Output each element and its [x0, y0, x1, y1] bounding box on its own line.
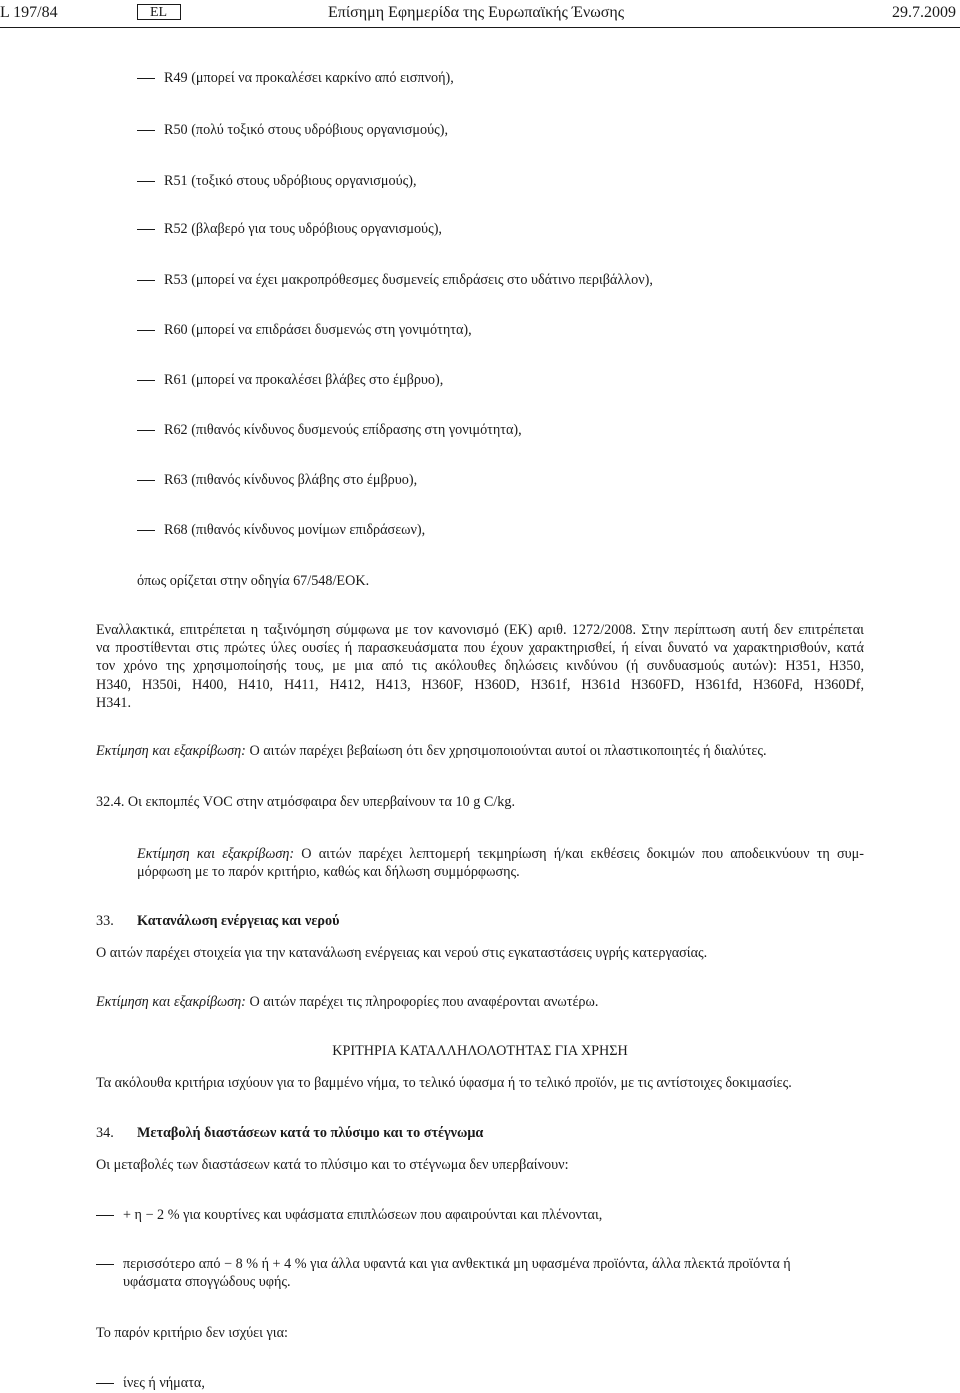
list-item: + η − 2 % για κουρτίνες και υφάσματα επιπλώσεων που αφαιρούνται και πλένονται, — [96, 1206, 602, 1224]
list-item: R62 (πιθανός κίνδυνος δυσμενούς επίδρασης στη γονιμότητα), — [137, 421, 522, 439]
page-ref: L 197/84 — [0, 4, 58, 21]
section-33-title: Κατανάλωση ενέργειας και νερού — [137, 913, 340, 929]
alt-line-3: τον χρόνο της χρησιμοποίησής τους, με μια από τις ακόλουθες δηλώσεις κινδύνου (ή συνδυασμούς αυτών): H351, H350, — [96, 658, 864, 674]
list-item: R63 (πιθανός κίνδυνος βλάβης στο έμβρυο), — [137, 471, 417, 489]
section-34-title: Μεταβολή διαστάσεων κατά το πλύσιμο και το στέγνωμα — [137, 1125, 484, 1141]
section-34-num: 34. — [96, 1125, 114, 1141]
alt-line-5: H341. — [96, 695, 132, 711]
list-item: R68 (πιθανός κίνδυνος μονίμων επιδράσεων), — [137, 521, 425, 539]
list-item: R52 (βλαβερό για τους υδρόβιους οργανισμούς), — [137, 220, 442, 238]
list-item-continuation: υφάσματα σπογγώδους υφής. — [123, 1274, 291, 1290]
header-rule — [0, 27, 960, 28]
issue-date: 29.7.2009 — [892, 4, 956, 21]
list-item: R61 (μπορεί να προκαλέσει βλάβες στο έμβρυο), — [137, 371, 443, 389]
assessment-label: Εκτίμηση και εξακρίβωση: — [137, 846, 295, 862]
list-item: ίνες ή νήματα, — [96, 1374, 205, 1392]
journal-title: Επίσημη Εφημερίδα της Ευρωπαϊκής Ένωσης — [328, 4, 625, 21]
directive-note: όπως ορίζεται στην οδηγία 67/548/ΕΟΚ. — [137, 573, 370, 589]
fitness-heading: ΚΡΙΤΗΡΙΑ ΚΑΤΑΛΛΗΛΟΛΟΤΗΤΑΣ ΓΙΑ ΧΡΗΣΗ — [332, 1043, 628, 1059]
page-header — [0, 4, 960, 28]
list-item: περισσότερο από − 8 % ή + 4 % για άλλα υφαντά και για ανθεκτικά μη υφασμένα προϊόντα, άλλα πλεκτά προϊόντα ή — [96, 1255, 791, 1273]
fitness-intro: Τα ακόλουθα κριτήρια ισχύουν για το βαμμένο νήμα, το τελικό ύφασμα ή το τελικό προϊόν, με τις αντίστοιχες δοκιμασίες. — [96, 1075, 792, 1091]
item-32-4: 32.4. Οι εκπομπές VOC στην ατμόσφαιρα δεν υπερβαίνουν τα 10 g C/kg. — [96, 794, 515, 810]
not-apply-note: Το παρόν κριτήριο δεν ισχύει για: — [96, 1325, 288, 1341]
list-item: R51 (τοξικό στους υδρόβιους οργανισμούς), — [137, 172, 417, 190]
section-33-text: Ο αιτών παρέχει στοιχεία για την κατανάλωση ενέργειας και νερού στις εγκαταστάσεις υγρής κατεργασίας. — [96, 945, 708, 961]
assessment-label: Εκτίμηση και εξακρίβωση: — [96, 994, 246, 1010]
list-item: R49 (μπορεί να προκαλέσει καρκίνο από εισπνοή), — [137, 69, 454, 87]
assessment-2-line-1: Εκτίμηση και εξακρίβωση: Ο αιτών παρέχει λεπτομερή τεκμηρίωση ή/και εκθέσεις δοκιμών που αποδεικνύουν τη συμ- — [137, 846, 865, 862]
alt-line-1: Εναλλακτικά, επιτρέπεται η ταξινόμηση σύμφωνα με τον κανονισμό (ΕΚ) αριθ. 1272/2008. Στην περίπτωση αυτή δεν επιτρέπεται — [96, 622, 864, 638]
list-item: R50 (πολύ τοξικό στους υδρόβιους οργανισμούς), — [137, 121, 448, 139]
assessment-2-line-2: μόρφωση με το παρόν κριτήριο, καθώς και δήλωση συμμόρφωσης. — [137, 864, 520, 880]
language-badge: EL — [137, 4, 181, 20]
assessment-label: Εκτίμηση και εξακρίβωση: — [96, 743, 246, 759]
alt-line-2: να προστίθενται στις πρώτες ύλες ουσίες ή παρασκευάσματα που έχουν χαρακτηρισθεί, ή είναι δυνατό να χαρακτηρισθούν, κατά — [96, 640, 864, 656]
list-item: R60 (μπορεί να επιδράσει δυσμενώς στη γονιμότητα), — [137, 321, 472, 339]
section-33-num: 33. — [96, 913, 114, 929]
alt-line-4: H340, H350i, H400, H410, H411, H412, H413, H360F, H360D, H361f, H361d H360FD, H361fd, H360Fd, H360Df, — [96, 677, 864, 693]
section-33-assessment: Εκτίμηση και εξακρίβωση: Ο αιτών παρέχει τις πληροφορίες που αναφέρονται ανωτέρω. — [96, 994, 599, 1010]
section-34-intro: Οι μεταβολές των διαστάσεων κατά το πλύσιμο και το στέγνωμα δεν υπερβαίνουν: — [96, 1157, 569, 1173]
list-item: R53 (μπορεί να έχει μακροπρόθεσμες δυσμενείς επιδράσεις στο υδάτινο περιβάλλον), — [137, 271, 653, 289]
assessment-1: Εκτίμηση και εξακρίβωση: Ο αιτών παρέχει βεβαίωση ότι δεν χρησιμοποιούνται αυτοί οι πλαστικοποιητές ή διαλύτες. — [96, 743, 767, 759]
